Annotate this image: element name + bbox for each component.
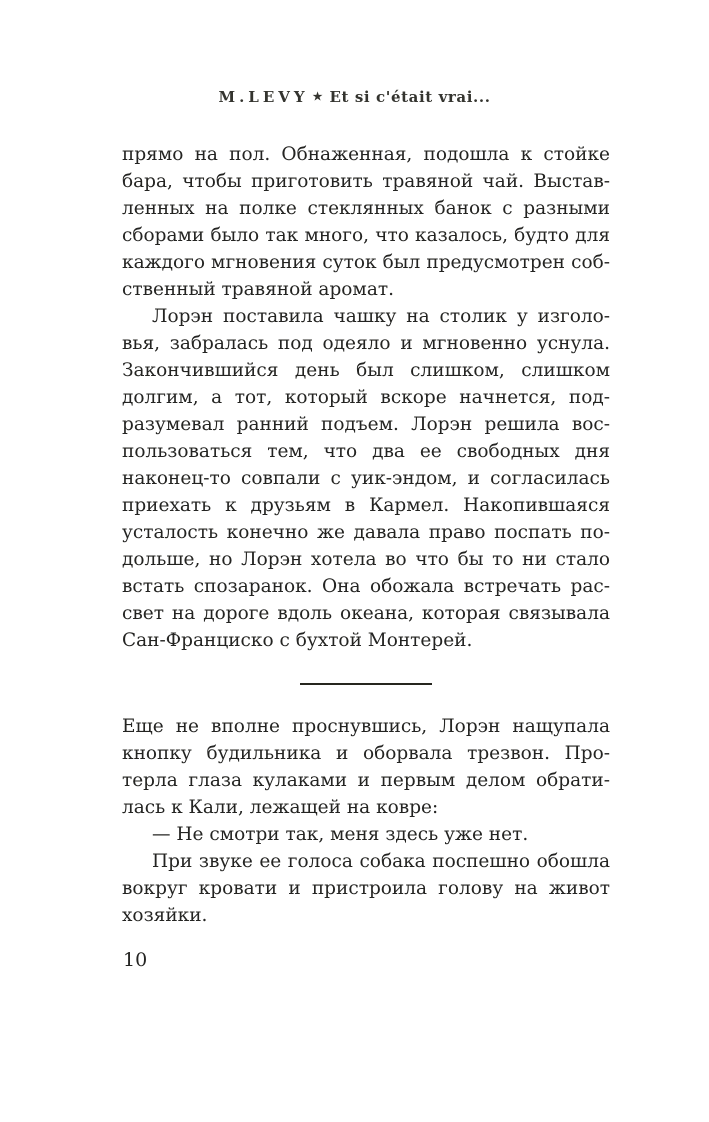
text-line: Лорэн поставила чашку на столик у изголо-: [152, 306, 610, 327]
page-text: [122, 141, 610, 929]
header-book-title: Et si c'était vrai...: [329, 88, 491, 106]
star-icon: ★: [312, 90, 323, 103]
text-line: ленных на полке стеклянных банок с разными: [122, 198, 610, 219]
text-line: Сан-Франциско с бухтой Монтерей.: [122, 630, 473, 651]
text-line: долгим, а тот, который вскоре начнется, под-: [122, 387, 610, 408]
text-line: разумевал ранний подъем. Лорэн решила вос-: [122, 414, 610, 435]
page-number: 10: [123, 949, 148, 971]
text-line: — Не смотри так, меня здесь уже нет.: [152, 824, 529, 845]
text-line: Закончившийся день был слишком, слишком: [122, 360, 610, 381]
text-line: вокруг кровати и пристроила голову на живот: [122, 878, 610, 899]
text-line: бара, чтобы приготовить травяной чай. Выстав-: [122, 171, 610, 192]
text-line: прямо на пол. Обнаженная, подошла к стойке: [122, 144, 610, 165]
text-line: пользоваться тем, что два ее свободных дня: [122, 441, 610, 462]
text-line: При звуке ее голоса собака поспешно обошла: [152, 851, 610, 872]
paragraph-5: [122, 848, 610, 929]
text-line: встать спозаранок. Она обожала встречать рас-: [122, 576, 610, 597]
paragraph-2: [122, 303, 610, 654]
text-line: ственный травяной аромат.: [122, 279, 394, 300]
paragraph-3: [122, 713, 610, 821]
text-line: сборами было так много, что казалось, будто для: [122, 225, 610, 246]
text-line: наконец-то совпали с уик-эндом, и согласилась: [122, 468, 610, 489]
text-line: терла глаза кулаками и первым делом обрати-: [122, 770, 610, 791]
running-header: [0, 88, 709, 106]
text-line: Еще не вполне проснувшись, Лорэн нащупала: [122, 716, 610, 737]
paragraph-4-dialogue: [122, 821, 610, 848]
text-line: усталость конечно же давала право поспать по-: [122, 522, 610, 543]
text-line: кнопку будильника и оборвала трезвон. Про-: [122, 743, 610, 764]
paragraph-1: [122, 141, 610, 303]
text-line: лась к Кали, лежащей на ковре:: [122, 797, 439, 818]
text-line: каждого мгновения суток был предусмотрен соб-: [122, 252, 610, 273]
text-line: хозяйки.: [122, 905, 208, 926]
text-line: дольше, но Лорэн хотела во что бы то ни стало: [122, 549, 610, 570]
text-line: вья, забралась под одеяло и мгновенно уснула.: [122, 333, 610, 354]
text-line: свет на дороге вдоль океана, которая связывала: [122, 603, 610, 624]
header-author: M.LEVY: [218, 88, 309, 106]
section-divider: [300, 683, 432, 685]
text-line: приехать к друзьям в Кармел. Накопившаяся: [122, 495, 610, 516]
